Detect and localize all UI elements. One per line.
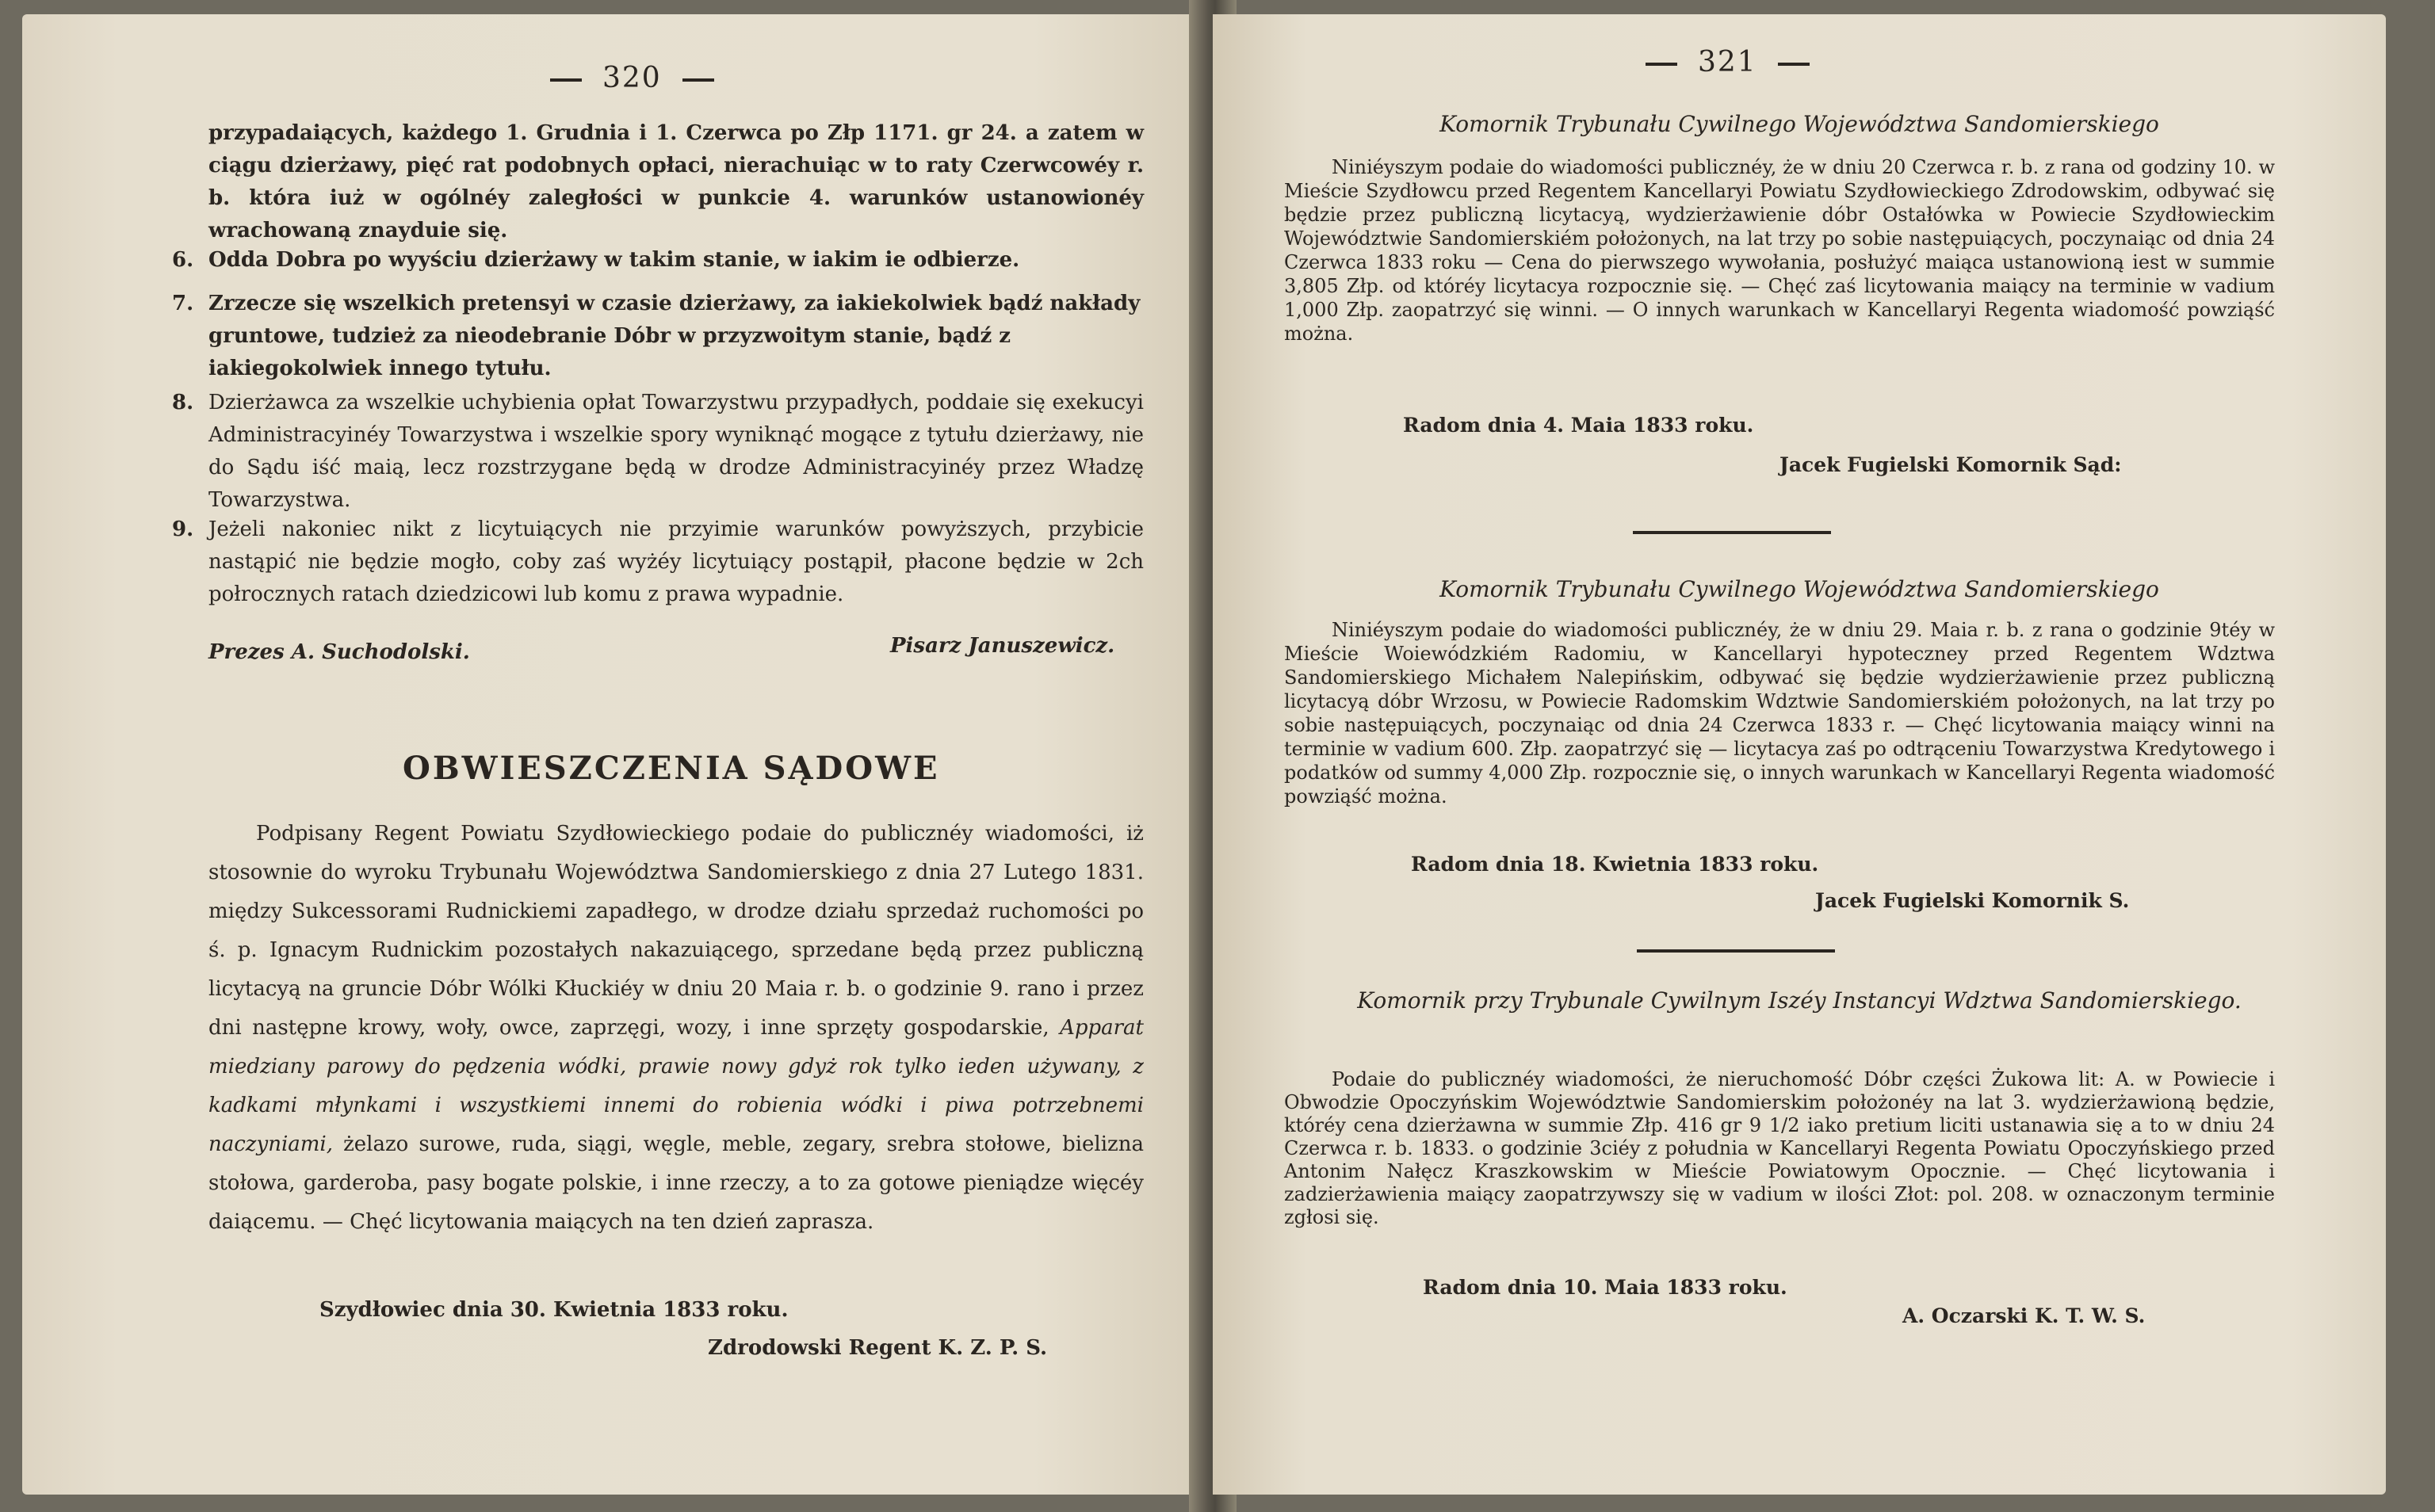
list-item bbox=[172, 514, 1144, 611]
separator-rule bbox=[1637, 949, 1835, 953]
notice-tail-text: żelazo surowe, ruda, siągi, węgle, meble, zegary, srebra stołowe, bielizna stołowa, garderoba, pasy bogate polskie, i inne rzeczy, a to za gotowe pieniądze więcéy daiącemu. — Chęć licytowania maiących na ten dzień zaprasza. bbox=[208, 1132, 1145, 1234]
notice-2-body: Niniéyszym podaie do wiadomości publicznéy, że w dniu 29. Maia r. b. z rana o godzinie 9téy w Mieście Woiewódzkiém Radomiu, w Kancellaryi hypoteczney przed Regentem Wdztwa Sandomierskiego Michałem Nalepińskim, odbywać się będzie wydzierżawienie przez publiczną licytacyą dóbr Wrzosu, w Powiecie Radomskim Wdztwie Sandomierskiém położonych, na lat trzy po sobie następuiących, poczynaiąc od dnia 24 Czerwca 1833 r. — Chęć licytowania maiący winni na terminie w vadium 600. Złp. zaopatrzyć się — licytacya zaś po odtrąceniu Towarzystwa Kredytowego i podatków od summy 4,000 Złp. rozpocznie się, o innych warunkach w Kancellaryi Regenta wiadomość powziąść można. bbox=[1284, 619, 2275, 808]
section-title: OBWIESZCZENIA SĄDOWE bbox=[403, 750, 940, 787]
left-page bbox=[22, 14, 1211, 1495]
notice-1-date: Radom dnia 4. Maia 1833 roku. bbox=[1403, 414, 1754, 437]
item-text: Jeżeli nakoniec nikt z licytuiących nie przyimie warunków powyższych, przybicie nastąpić nie będzie mogło, coby zaś wyżéy licytuiący postąpił, płacone będzie w 2ch połrocznych ratach dziedzicowi lub komu z prawa wypadnie. bbox=[208, 517, 1144, 606]
notice-1-body: Niniéyszym podaie do wiadomości publicznéy, że w dniu 20 Czerwca r. b. z rana od godziny 10. w Mieście Szydłowcu przed Regentem Kancellaryi Powiatu Szydłowieckiego Zdrodowskim, odbywać się będzie przez publiczną licytacyą, wydzierżawienie dóbr Ostałówka w Powiecie Szydłowieckim Województwie Sandomierskiém położonych, na lat trzy po sobie następuiących, poczynaiąc od dnia 24 Czerwca 1833 roku — Cena do pierwszego wywołania, posłużyć maiąca ustanowioną iest w summie 3,805 Złp. od któréy licytacya rozpocznie się. — Chęć zaś licytowania maiący na terminie w vadium 1,000 Złp. zaopatrzyć się winni. — O innych warunkach w Kancellaryi Regenta wiadomość powziąść można. bbox=[1284, 156, 2275, 345]
notice-2-title: Komornik Trybunału Cywilnego Województwa Sandomierskiego bbox=[1439, 576, 2159, 602]
court-notice bbox=[208, 815, 1144, 1242]
signature-prezes: Prezes A. Suchodolski. bbox=[208, 640, 470, 664]
item-number: 7. bbox=[172, 292, 194, 315]
notice-2-signature: Jacek Fugielski Komornik S. bbox=[1815, 889, 2130, 912]
page-number-right: 321 bbox=[1625, 46, 1830, 78]
notice-3-date: Radom dnia 10. Maia 1833 roku. bbox=[1423, 1276, 1787, 1299]
notice-3-signature: A. Oczarski K. T. W. S. bbox=[1902, 1304, 2146, 1327]
item-number: 6. bbox=[172, 248, 194, 272]
notice-text: Podpisany Regent Powiatu Szydłowieckiego podaie do publicznéy wiadomości, iż stosownie do wyroku Trybunału Województwa Sandomierskiego z dnia 27 Lutego 1831. między Sukcessorami Rudnickiemi zapadłego, w drodze działu sprzedaż ruchomości po ś. p. Ignacym Rudnickim pozostałych nakazuiącego, sprzedane będą przez publiczną licytacyą na gruncie Dóbr Wólki Kłuckiéy w dniu 20 Maia r. b. o godzinie 9. rano i przez dni następne krowy, woły, owce, zaprzęgi, wozy, i inne sprzęty gospodarskie, bbox=[208, 822, 1144, 1040]
signature-pisarz: Pisarz Januszewicz. bbox=[890, 634, 1115, 658]
right-page bbox=[1213, 14, 2386, 1495]
notice-italic-text: Apparat miedziany parowy do pędzenia wódki, prawie nowy gdyż rok tylko ieden używany, z kadkami młynkami i wszystkiemi innemi do robienia wódki i piwa potrzebnemi naczyniami, bbox=[208, 1016, 1145, 1156]
continuation-text: przypadaiących, każdego 1. Grudnia i 1. Czerwca po Złp 1171. gr 24. a zatem w ciągu dzierżawy, pięć rat podobnych opłaci, nierachuiąc w to raty Czerwcowéy r. b. która iuż w ogólnéy zaległości w punkcie 4. warunków ustanowionéy wrachowaną znayduie się. bbox=[208, 121, 1144, 242]
list-item bbox=[172, 288, 1144, 385]
notice-date: Szydłowiec dnia 30. Kwietnia 1833 roku. bbox=[319, 1298, 789, 1322]
notice-3-body: Podaie do publicznéy wiadomości, że nieruchomość Dóbr części Żukowa lit: A. w Powiecie i Obwodzie Opoczyńskim Województwie Sandomierskim położonéy na lat 3. wydzierżawioną będzie, któréy cena dzierżawna w summie Złp. 416 gr 9 1/2 iako pretium liciti ustanawia się a to w dniu 24 Czerwca r. b. 1833. o godzinie 3ciéy z południa w Kancellaryi Regenta Powiatu Opoczyńskiego przed Antonim Nałęcz Kraszkowskim w Mieście Powiatowym Opocznie. — Chęć licytowania i zadzierżawienia maiący zaopatrzywszy się w vadium w ilości Złot: pol. 208. w oznaczonym terminie zgłosi się. bbox=[1284, 1068, 2275, 1228]
notice-signature: Zdrodowski Regent K. Z. P. S. bbox=[708, 1336, 1048, 1360]
list-item bbox=[172, 244, 1144, 277]
notice-3-title: Komornik przy Trybunale Cywilnym Iszéy Instancyi Wdztwa Sandomierskiego. bbox=[1357, 987, 2242, 1014]
list-item bbox=[172, 387, 1144, 517]
page-number-left: 320 bbox=[529, 62, 735, 94]
notice-1-signature: Jacek Fugielski Komornik Sąd: bbox=[1779, 453, 2122, 476]
notice-2-date: Radom dnia 18. Kwietnia 1833 roku. bbox=[1411, 853, 1819, 876]
item-text: Zrzecze się wszelkich pretensyi w czasie dzierżawy, za iakiekolwiek bądź nakłady gruntowe, tudzież za nieodebranie Dóbr w przyzwoitym stanie, bądź z iakiegokolwiek innego tytułu. bbox=[208, 292, 1141, 380]
item-text: Odda Dobra po wyyściu dzierżawy w takim stanie, w iakim ie odbierze. bbox=[208, 248, 1020, 272]
item-number: 9. bbox=[172, 517, 194, 541]
separator-rule bbox=[1633, 531, 1831, 534]
notice-1-title: Komornik Trybunału Cywilnego Województwa Sandomierskiego bbox=[1439, 111, 2159, 137]
item-text: Dzierżawca za wszelkie uchybienia opłat Towarzystwu przypadłych, poddaie się exekucyi Administracyinéy Towarzystwa i wszelkie spory wyniknąć mogące z tytułu dzierżawy, nie do Sądu iść maią, lecz rozstrzygane będą w drodze Administracyinéy przez Władzę Towarzystwa. bbox=[208, 391, 1144, 512]
item-number: 8. bbox=[172, 391, 194, 414]
